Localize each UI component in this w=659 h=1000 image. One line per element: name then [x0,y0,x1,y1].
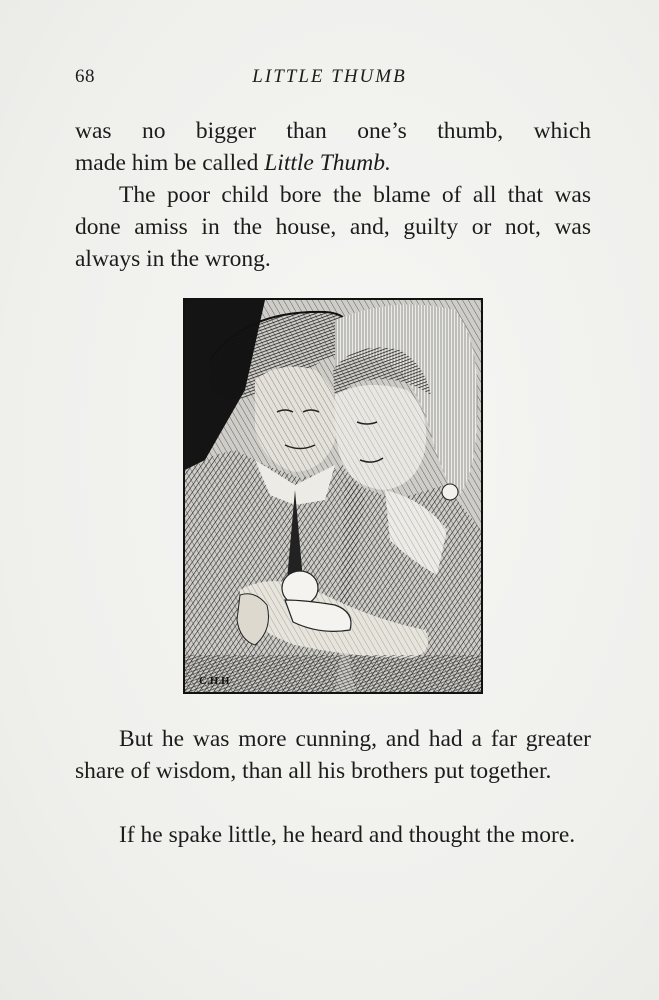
paragraph-text: made him be called [75,150,265,176]
paragraph [75,179,591,275]
svg-text:C.H.H: C.H.H [199,675,230,687]
paragraph-continuation [75,115,591,179]
engraving-image [185,300,481,692]
page-number: 68 [75,66,95,87]
paragraph [75,723,591,787]
paragraph [75,819,591,851]
paragraph-text: But he was more cunning, and had a far greater share of wisdom, than all his brothers put together. [75,726,591,784]
paragraph-text: If he spake little, he heard and thought the more. [119,822,576,848]
paragraph-line: was no bigger than one’s thumb, which [75,118,591,144]
running-title: LITTLE THUMB [252,66,407,87]
italic-title-text: Little Thumb. [264,150,391,176]
engraving-illustration [183,298,483,694]
paragraph-text: The poor child bore the blame of all that was done amiss in the house, and, guilty or not, was always in the wrong. [75,182,591,272]
paragraph-line [75,147,591,179]
